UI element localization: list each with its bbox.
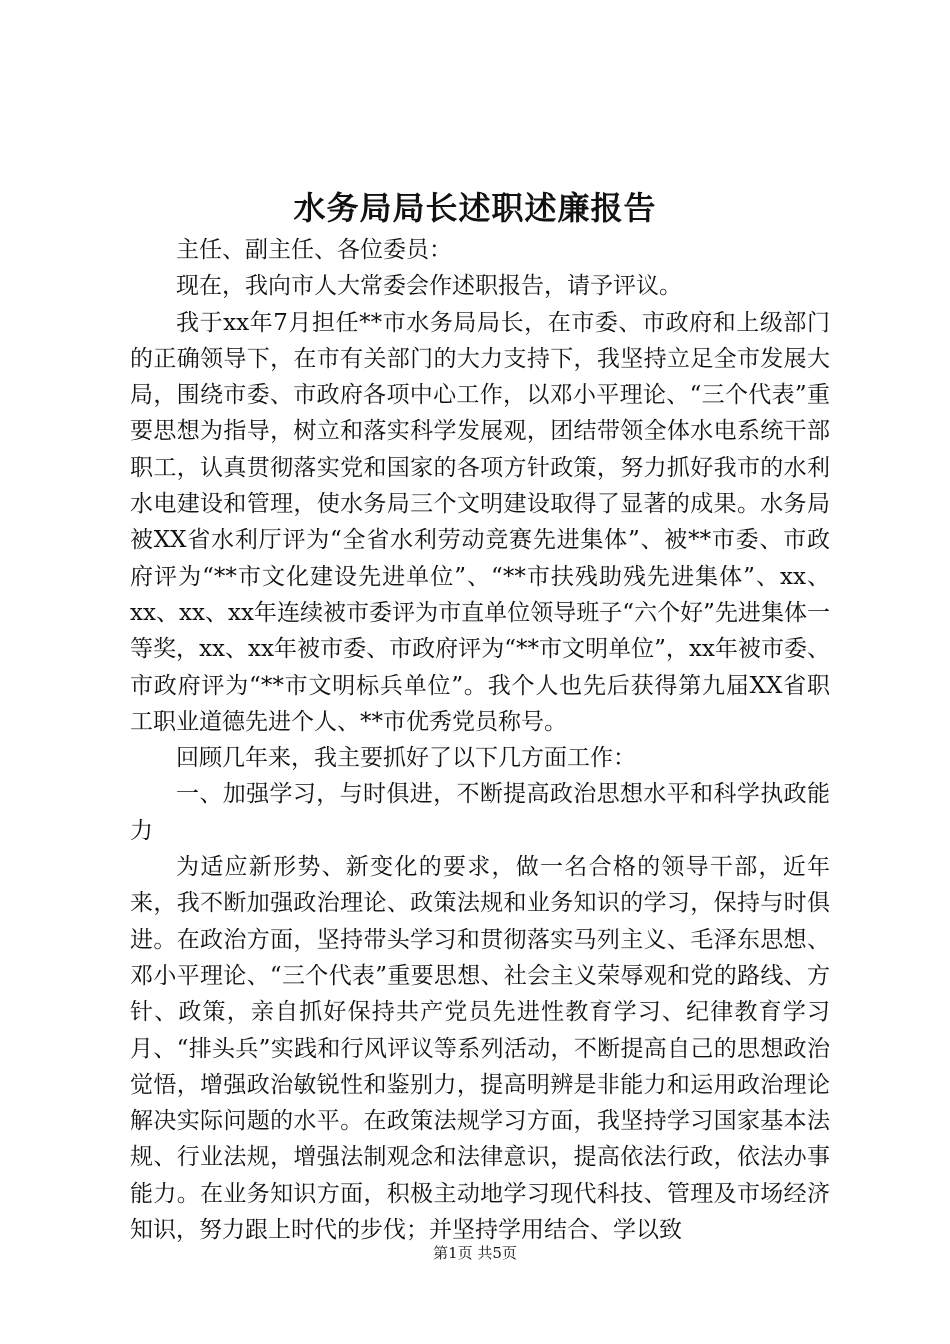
review-paragraph: 回顾几年来，我主要抓好了以下几方面工作： xyxy=(176,745,636,772)
section-heading-1: 一、加强学习，与时俱进，不断提高政治思想水平和科学执政能力 xyxy=(130,781,830,844)
intro-paragraph: 现在，我向市人大常委会作述职报告，请予评议。 xyxy=(176,273,682,300)
salutation-paragraph: 主任、副主任、各位委员： xyxy=(176,237,452,263)
document-title: 水务局局长述职述廉报告 xyxy=(293,189,657,227)
page-number-footer: 第1页 共5页 xyxy=(433,1244,517,1262)
document-body xyxy=(130,232,830,1248)
background-paragraph: 我于xx年7月担任**市水务局局长，在市委、市政府和上级部门的正确领导下，在市有关部门的大力支持下，我坚持立足全市发展大局，围绕市委、市政府各项中心工作，以邓小平理论、“三个代表”重要思想为指导，树立和落实科学发展观，团结带领全体水电系统干部职工，认真贯彻落实党和国家的各项方针政策，努力抓好我市的水利水电建设和管理，使水务局三个文明建设取得了显著的成果。水务局被XX省水利厅评为“全省水利劳动竞赛先进集体”、被**市委、市政府评为“**市文化建设先进单位”、“**市扶残助残先进集体”、xx、xx、xx、xx年连续被市委评为市直单位领导班子“六个好”先进集体一等奖，xx、xx年被市委、市政府评为“**市文明单位”，xx年被市委、市政府评为“**市文明标兵单位”。我个人也先后获得第九届XX省职工职业道德先进个人、**市优秀党员称号。 xyxy=(130,309,830,735)
section-1-paragraph: 为适应新形势、新变化的要求，做一名合格的领导干部，近年来，我不断加强政治理论、政策法规和业务知识的学习，保持与时俱进。在政治方面，坚持带头学习和贯彻落实马列主义、毛泽东思想、邓小平理论、“三个代表”重要思想、社会主义荣辱观和党的路线、方针、政策，亲自抓好保持共产党员先进性教育学习、纪律教育学习月、“排头兵”实践和行风评议等系列活动，不断提高自己的思想政治觉悟，增强政治敏锐性和鉴别力，提高明辨是非能力和运用政治理论解决实际问题的水平。在政策法规学习方面，我坚持学习国家基本法规、行业法规，增强法制观念和法律意识，提高依法行政，依法办事能力。在业务知识方面，积极主动地学习现代科技、管理及市场经济知识，努力跟上时代的步伐；并坚持学用结合、学以致 xyxy=(130,854,830,1244)
